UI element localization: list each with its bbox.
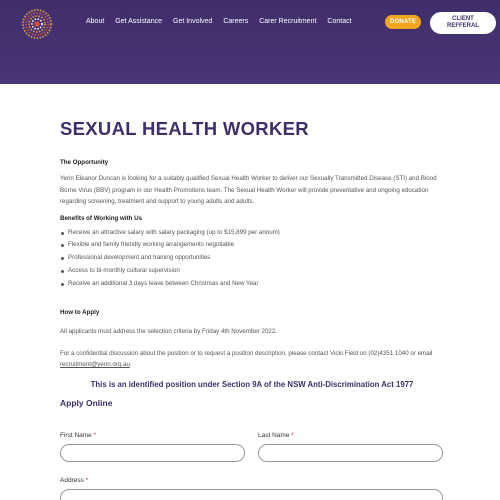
identified-position-notice: This is an identified position under Section 9A of the NSW Anti-Discrimination Act 1977 xyxy=(90,379,414,389)
recruitment-email-link[interactable]: recruitment@yerin.org.au xyxy=(60,361,130,369)
last-name-label-text: Last Name xyxy=(258,432,290,439)
list-item: Receive an attractive salary with salary packaging (up to $15,899 per annum) xyxy=(60,227,444,240)
nav-carer-recruitment[interactable]: Carer Recruitment xyxy=(259,18,317,25)
required-mark: * xyxy=(85,477,89,484)
nav-about[interactable]: About xyxy=(86,18,105,25)
client-referral-button[interactable]: CLIENT REFFERAL xyxy=(430,12,496,34)
benefits-list xyxy=(60,227,444,291)
first-name-label-text: First Name xyxy=(60,432,92,439)
address-input[interactable] xyxy=(60,489,443,500)
benefits-heading: Benefits of Working with Us xyxy=(60,214,143,222)
nav-contact[interactable]: Contact xyxy=(327,18,352,25)
list-item: Receive an additional 3 days leave between Christmas and New Year xyxy=(60,278,444,291)
required-mark: * xyxy=(291,432,294,439)
opportunity-heading: The Opportunity xyxy=(60,159,109,166)
how-to-apply-heading: How to Apply xyxy=(60,309,100,317)
nav-get-assistance[interactable]: Get Assistance xyxy=(115,18,162,25)
donate-button[interactable]: DONATE xyxy=(385,15,421,29)
nav-get-involved[interactable]: Get Involved xyxy=(173,18,213,25)
contact-text-body: For a confidential discussion about the position or to request a position description, please contact Vicki Field on (02)4351 1040 or email xyxy=(60,349,433,357)
opportunity-text: Yerin Eleanor Duncan is looking for a suitably qualified Sexual Health Worker to deliver our Sexually Transmitted Disease (STI) and Blood Borne Virus (BBV) program in our Health Promotions team. The Sexual Health Worker will provide preventative and ongoing education regarding screening, treatment and support to young adults and adults. xyxy=(60,175,437,205)
address-label-text: Address xyxy=(60,477,84,484)
apply-online-heading: Apply Online xyxy=(60,397,113,408)
last-name-label xyxy=(258,432,294,439)
dot-painting-logo-icon[interactable] xyxy=(20,7,54,41)
contact-text: For a confidential discussion about the position or to request a position description, please contact Vicki Field on (02)4351 1040 or email recruitment@yerin.org.au. xyxy=(60,349,433,369)
list-item: Access to bi-monthly cultural supervision xyxy=(60,265,444,278)
list-item: Flexible and family friendly working arrangements negotiable xyxy=(60,239,444,252)
first-name-input[interactable] xyxy=(60,444,245,462)
main-nav xyxy=(86,17,363,27)
last-name-input[interactable] xyxy=(258,444,443,462)
required-mark: * xyxy=(93,432,97,439)
page-title: SEXUAL HEALTH WORKER xyxy=(60,118,309,139)
site-header xyxy=(0,0,500,84)
address-label xyxy=(60,477,88,484)
apply-deadline-text: All applicants must address the selection criteria by Friday 4th November 2022. xyxy=(60,328,278,336)
job-content xyxy=(60,118,444,408)
first-name-label xyxy=(60,432,96,439)
nav-careers[interactable]: Careers xyxy=(223,18,249,25)
list-item: Professional development and training opportunities xyxy=(60,252,444,265)
